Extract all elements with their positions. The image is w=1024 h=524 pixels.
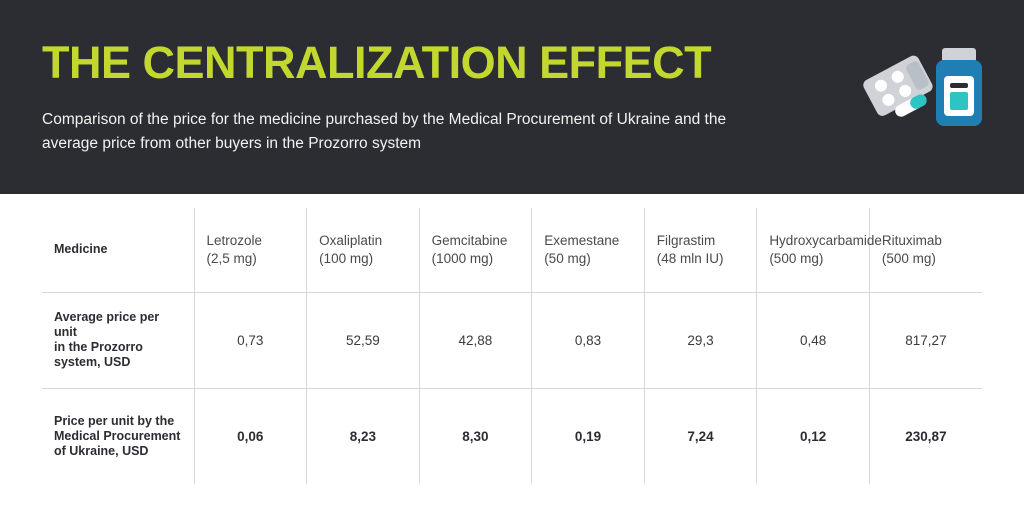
- table-row: [42, 292, 982, 388]
- table-container: [0, 208, 1024, 484]
- column-header-name: Hydroxycarbamide: [769, 232, 882, 248]
- cell-mpu-rituximab: 230,87: [905, 428, 947, 444]
- column-header-name: Gemcitabine: [431, 232, 508, 248]
- medicine-bottle-and-pills-icon: [858, 26, 988, 136]
- column-header-name: Rituximab: [881, 232, 942, 248]
- cell-avg-exemestane: 0,83: [532, 292, 645, 388]
- column-header-gemcitabine: [419, 208, 532, 292]
- row-label-line: Medical Procurement: [54, 428, 181, 443]
- column-header-oxaliplatin: [307, 208, 420, 292]
- cell-avg-gemcitabine: 42,88: [419, 292, 532, 388]
- column-header-name: Filgrastim: [656, 232, 716, 248]
- column-header-dose: (1000 mg): [431, 250, 494, 266]
- row-label-line: in the Prozorro: [54, 340, 143, 354]
- column-header-hydroxycarbamide: [757, 208, 882, 292]
- table-row: [42, 388, 982, 484]
- row-label-line: system, USD: [54, 355, 131, 369]
- column-header-dose: (500 mg): [881, 250, 936, 266]
- column-header-rituximab: [869, 208, 982, 292]
- cell-avg-rituximab: 817,27: [869, 292, 982, 388]
- cell-mpu-exemestane: 0,19: [532, 388, 645, 484]
- row-label-average-price: [42, 292, 194, 388]
- cell-avg-filgrastim: 29,3: [644, 292, 757, 388]
- table-header-row: [42, 208, 982, 292]
- column-header-name: Exemestane: [544, 232, 620, 248]
- cell-mpu-filgrastim: 7,24: [644, 388, 757, 484]
- row-header-label: Medicine: [42, 208, 194, 292]
- cell-mpu-gemcitabine: 8,30: [419, 388, 532, 484]
- row-label-line: Price per unit by the: [54, 413, 175, 428]
- row-label-line: of Ukraine, USD: [54, 443, 149, 458]
- column-header-name: Oxaliplatin: [319, 232, 383, 248]
- column-header-filgrastim: [644, 208, 757, 292]
- cell-avg-oxaliplatin: 52,59: [307, 292, 420, 388]
- row-label-mpu-price: [42, 388, 194, 484]
- cell-mpu-letrozole: 0,06: [194, 388, 307, 484]
- row-label-line: Average price per unit: [54, 310, 160, 339]
- column-header-name: Letrozole: [206, 232, 263, 248]
- cell-avg-letrozole: 0,73: [194, 292, 307, 388]
- column-header-dose: (50 mg): [544, 250, 591, 266]
- cell-mpu-oxaliplatin: 8,23: [307, 388, 420, 484]
- column-header-dose: (100 mg): [319, 250, 374, 266]
- column-header-letrozole: [194, 208, 307, 292]
- column-header-dose: (48 mln IU): [656, 250, 724, 266]
- header-banner: [0, 0, 1024, 194]
- page-subtitle: Comparison of the price for the medicine purchased by the Medical Procurement of Ukraine and the average price from other buyers in the Prozorro system: [42, 111, 727, 152]
- cell-avg-hydroxycarbamide: 0,48: [757, 292, 870, 388]
- column-header-dose: (500 mg): [769, 250, 824, 266]
- comparison-table: [42, 208, 982, 484]
- column-header-exemestane: [532, 208, 645, 292]
- column-header-dose: (2,5 mg): [206, 250, 257, 266]
- cell-mpu-hydroxycarbamide: 0,12: [757, 388, 870, 484]
- page-title: THE CENTRALIZATION EFFECT: [42, 37, 712, 88]
